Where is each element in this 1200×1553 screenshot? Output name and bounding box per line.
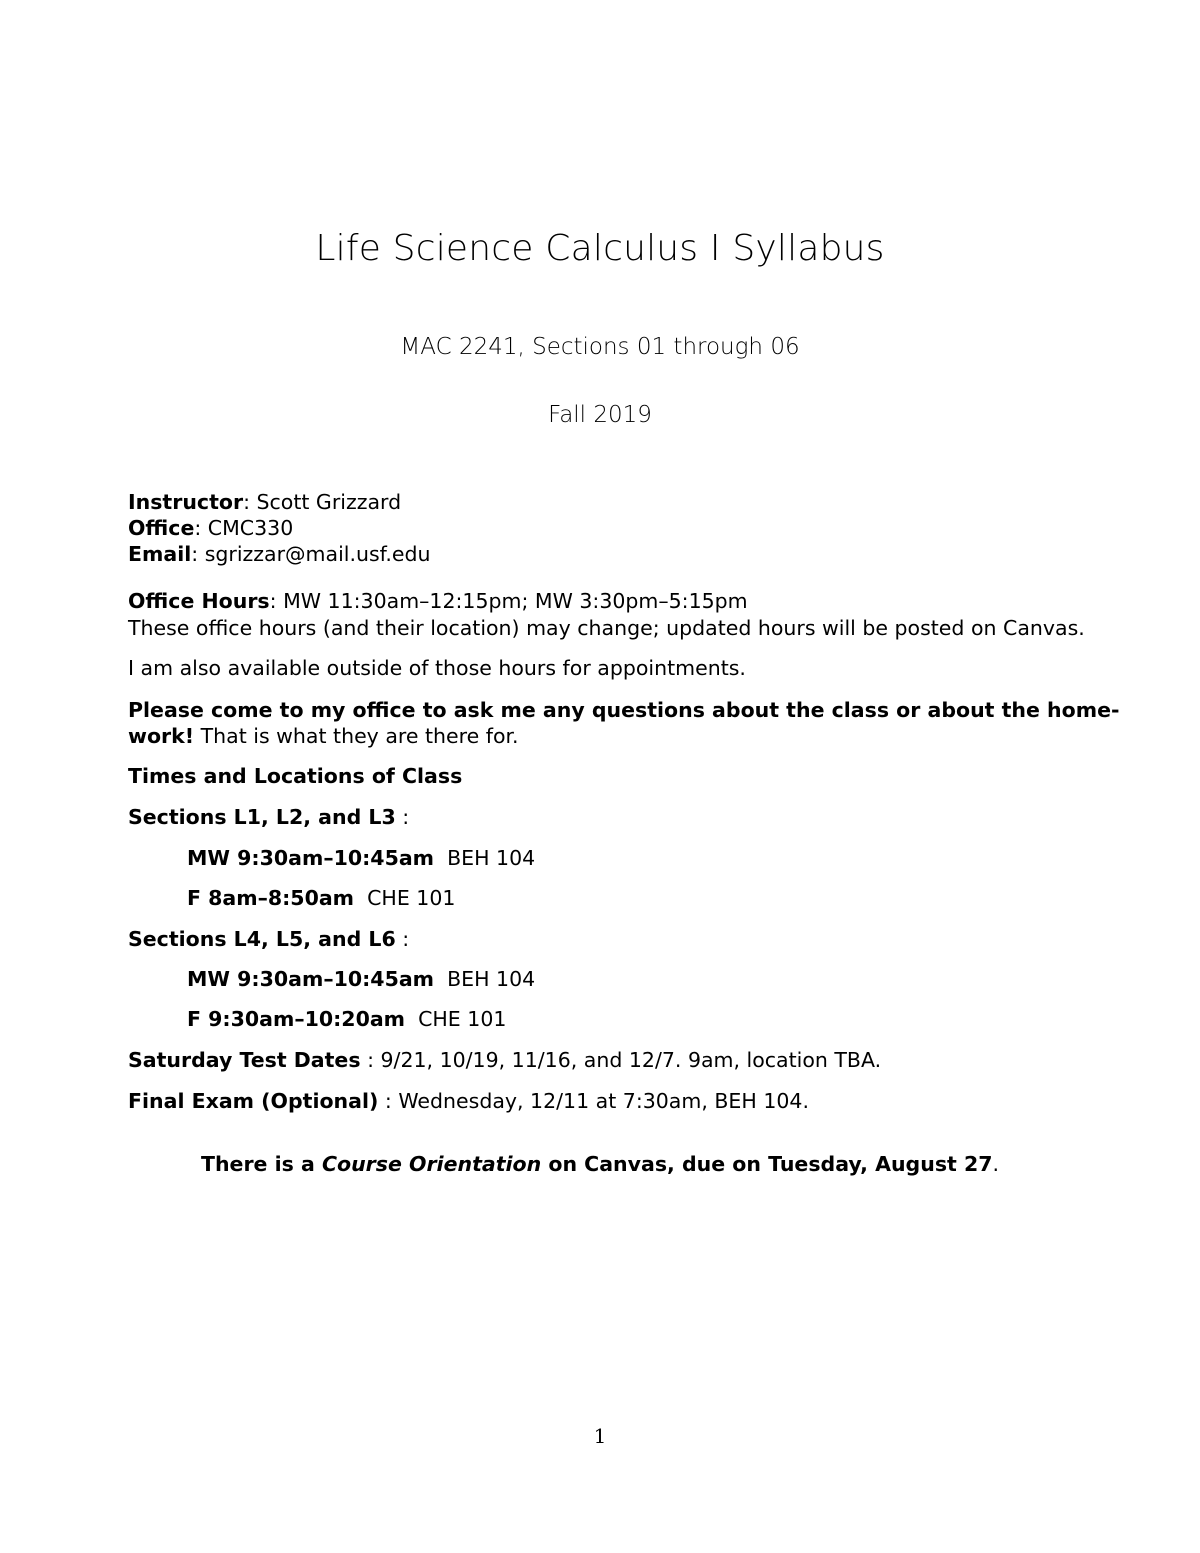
office-line <box>128 515 293 541</box>
meeting-row <box>187 966 535 992</box>
office-sep: : <box>194 516 208 540</box>
meeting-location: CHE 101 <box>367 886 456 910</box>
office-hours-value: MW 11:30am–12:15pm; MW 3:30pm–5:15pm <box>283 589 748 613</box>
office-hours-note: These office hours (and their location) may change; updated hours will be posted on Canvas. <box>128 616 1085 640</box>
office-value: CMC330 <box>207 516 294 540</box>
meeting-location: BEH 104 <box>447 846 536 870</box>
orientation-notice <box>0 1152 1200 1176</box>
please-come-line2 <box>128 723 519 749</box>
orientation-part1: There is a <box>200 1152 322 1176</box>
course-line: MAC 2241, Sections 01 through 06 <box>400 334 800 360</box>
final-exam-sep: : <box>378 1089 399 1113</box>
please-come-bold-1: Please come to my office to ask me any questions about the class or about the home- <box>128 698 1120 722</box>
section-group-1-heading: Sections L1, L2, and L3 <box>128 805 396 829</box>
final-exam-value: Wednesday, 12/11 at 7:30am, BEH 104. <box>398 1089 809 1113</box>
page-number: 1 <box>593 1424 607 1448</box>
meeting-days-time: MW 9:30am–10:45am <box>187 846 435 870</box>
term: Fall 2019 <box>548 402 652 428</box>
section-group-heading <box>128 804 409 830</box>
meeting-days-time: MW 9:30am–10:45am <box>187 967 435 991</box>
section-group-2-sep: : <box>395 927 410 951</box>
orientation-italic: Course Orientation <box>321 1152 542 1176</box>
orientation-period: . <box>992 1152 1000 1176</box>
meeting-row <box>187 885 455 911</box>
section-group-heading <box>128 926 409 952</box>
office-hours-line <box>128 588 748 614</box>
office-label: Office <box>128 516 195 540</box>
saturday-tests-sep: : <box>360 1048 381 1072</box>
final-exam-label: Final Exam (Optional) <box>128 1089 379 1113</box>
email-value: sgrizzar@mail.usf.edu <box>204 542 431 566</box>
email-sep: : <box>191 542 205 566</box>
meeting-row <box>187 845 535 871</box>
please-come-rest: That is what they are there for. <box>194 724 519 748</box>
please-come-bold-2: work! <box>128 724 195 748</box>
meeting-days-time: F 9:30am–10:20am <box>187 1007 406 1031</box>
email-label: Email <box>128 542 192 566</box>
final-exam-line <box>128 1088 809 1114</box>
meeting-days-time: F 8am–8:50am <box>187 886 355 910</box>
office-hours-sep: : <box>269 589 284 613</box>
instructor-sep: : <box>243 490 257 514</box>
orientation-part2: on Canvas, due on Tuesday, August 27 <box>541 1152 993 1176</box>
please-come-line1 <box>128 697 1120 723</box>
section-group-1-sep: : <box>395 805 410 829</box>
appointments-text: I am also available outside of those hours for appointments. <box>128 656 746 680</box>
meeting-location: CHE 101 <box>418 1007 507 1031</box>
document-title: Life Science Calculus I Syllabus <box>315 228 885 269</box>
saturday-tests-line <box>128 1047 881 1073</box>
section-group-2-heading: Sections L4, L5, and L6 <box>128 927 396 951</box>
instructor-name: Scott Grizzard <box>256 490 402 514</box>
times-heading-text: Times and Locations of Class <box>128 764 463 788</box>
times-heading <box>128 763 462 789</box>
saturday-tests-value: 9/21, 10/19, 11/16, and 12/7. 9am, location TBA. <box>380 1048 882 1072</box>
meeting-row <box>187 1006 506 1032</box>
meeting-location: BEH 104 <box>447 967 536 991</box>
email-line <box>128 541 431 567</box>
saturday-tests-label: Saturday Test Dates <box>128 1048 361 1072</box>
instructor-line <box>128 489 401 515</box>
office-hours-label: Office Hours <box>128 589 270 613</box>
instructor-label: Instructor <box>128 490 244 514</box>
